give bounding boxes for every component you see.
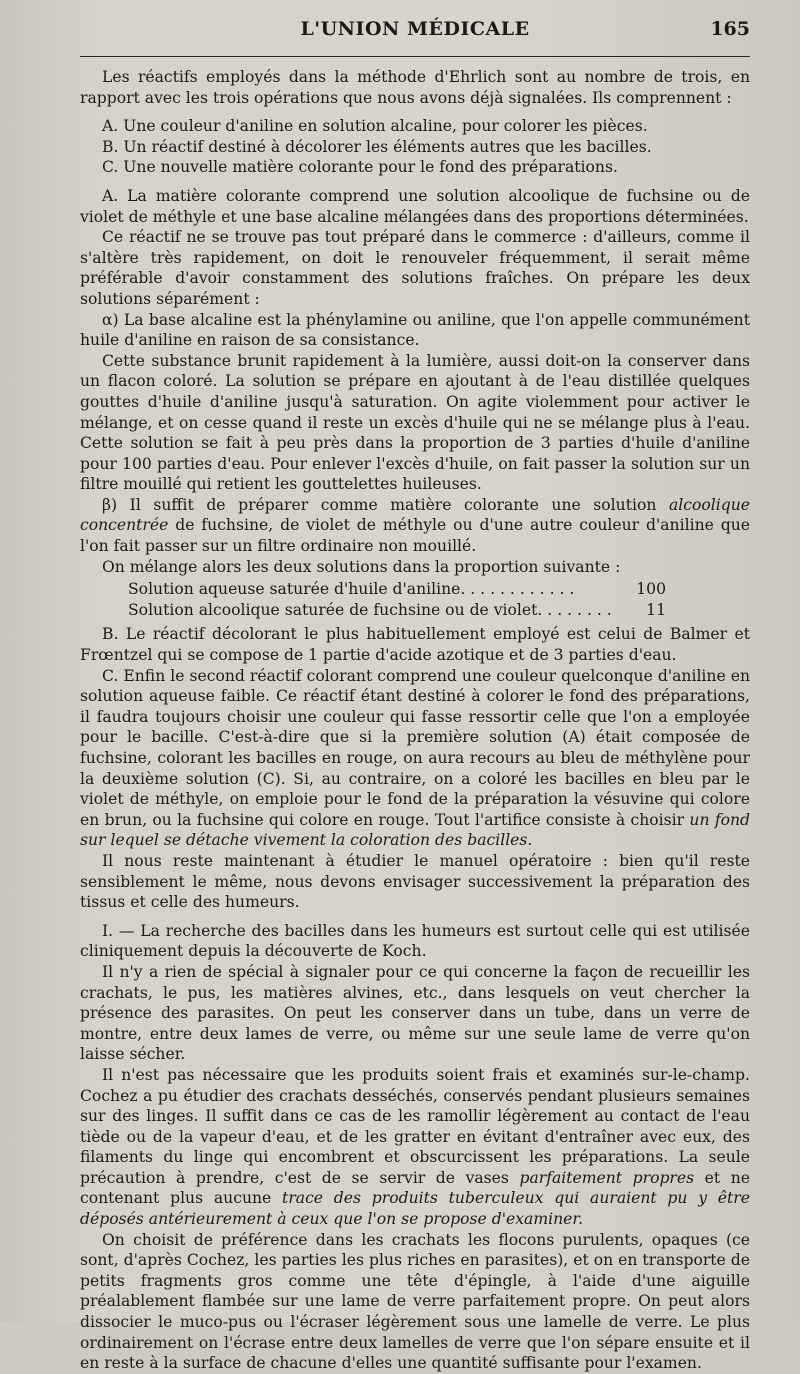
list-item: C. Une nouvelle matière colorante pour le fond des préparations. bbox=[102, 158, 618, 177]
paragraph: Cette substance brunit rapidement à la lumière, aussi doit-on la conserver dans un flacon coloré. La solution se prépare en ajoutant à de l'eau distillée quelques gouttes d'huile d'aniline jusqu'à saturation. On agite violemment pour activer le mélange, et on cesse quand il reste un excès d'huile qui ne se mélange plus à l'eau. Cette solution se fait à peu près dans la proportion de 3 parties d'huile d'aniline pour 100 parties d'eau. Pour enlever l'excès d'huile, on fait passer la solution sur un filtre mouillé qui retient les gouttelettes huileuses. bbox=[80, 351, 750, 494]
list-item: B. Un réactif destiné à décolorer les éléments autres que les bacilles. bbox=[102, 137, 652, 156]
paragraph: A. La matière colorante comprend une solution alcoolique de fuchsine ou de violet de méthyle et une base alcaline mélangées dans des proportions déterminées. bbox=[80, 186, 750, 226]
running-title: L'UNION MÉDICALE bbox=[300, 18, 530, 40]
formula-table bbox=[128, 579, 750, 620]
header-rule bbox=[80, 56, 750, 57]
list-item: A. Une couleur d'aniline en solution alcaline, pour colorer les pièces. bbox=[102, 117, 648, 136]
section-heading-paragraph: I. — La recherche des bacilles dans les humeurs est surtout celle qui est utilisée cliniquement depuis la découverte de Koch. bbox=[80, 921, 750, 961]
paragraph: Ce réactif ne se trouve pas tout préparé dans le commerce : d'ailleurs, comme il s'altère très rapidement, on doit le renouveler fréquemment, il serait même préférable d'avoir constamment des solutions fraîches. On prépare les deux solutions séparément : bbox=[80, 228, 750, 308]
paragraph: C. Enfin le second réactif colorant comprend une couleur quelconque d'aniline en solution aqueuse faible. Ce réactif étant destiné à colorer le fond des préparations, il faudra toujours choisir une couleur qui fasse ressortir celle que l'on a employée pour le bacille. C'est-à-dire que si la première solution (A) était composée de fuchsine, colorant les bacilles en rouge, on aura recours au bleu de méthylène pour la deuxième solution (C). Si, au contraire, on a coloré les bacilles en bleu par le violet de méthyle, on emploie pour le fond de la préparation la vésuvine qui colore en brun, ou la fuchsine qui colore en rouge. Tout l'artifice consiste à choisir un fond sur lequel se détache vivement la coloration des bacilles. bbox=[80, 666, 750, 850]
page-header bbox=[80, 14, 750, 48]
paragraph: Il n'est pas nécessaire que les produits soient frais et examinés sur-le-champ. Cochez a pu étudier des crachats desséchés, conservés pendant plusieurs semaines sur des linges. Il suffit dans ce cas de les ramollir légèrement au contact de l'eau tiède ou de la vapeur d'eau, et de les gratter en évitant d'entraîner avec eux, des filaments du linge qui encombrent et obscurcissent les préparations. La seule précaution à prendre, c'est de se servir de vases parfaitement propres et ne contenant plus aucune trace des produits tuberculeux qui auraient pu y être déposés antérieurement à ceux que l'on se propose d'examiner. bbox=[80, 1065, 750, 1229]
paragraph: Il nous reste maintenant à étudier le manuel opératoire : bien qu'il reste sensiblement le même, nous devons envisager successivement la préparation des tissus et celle des humeurs. bbox=[80, 851, 750, 912]
paragraph: On choisit de préférence dans les crachats les flocons purulents, opaques (ce sont, d'après Cochez, les parties les plus riches en parasites), et on en transporte de petits fragments gros comme une tête d'épingle, à l'aide d'une aiguille préalablement flambée sur une lame de verre parfaitement propre. On peut alors dissocier le muco-pus ou l'écraser légèrement sous une lamelle de verre. Le plus ordinairement on l'écrase entre deux lamelles de verre que l'on sépare ensuite et il en reste à la surface de chacune d'elles une quantité suffisante pour l'examen. bbox=[80, 1230, 750, 1373]
paragraph: B. Le réactif décolorant le plus habituellement employé est celui de Balmer et Frœntzel qui se compose de 1 partie d'acide azotique et de 3 parties d'eau. bbox=[80, 625, 750, 665]
formula-row: Solution aqueuse saturée d'huile d'aniline. . . . . . . . . . . . 100 bbox=[128, 580, 666, 599]
formula-row: Solution alcoolique saturée de fuchsine ou de violet. . . . . . . . 11 bbox=[128, 600, 666, 619]
paragraph: α) La base alcaline est la phénylamine ou aniline, que l'on appelle communément huile d'aniline en raison de sa consistance. bbox=[80, 310, 750, 350]
page-number: 165 bbox=[710, 18, 750, 40]
intro-paragraph: Les réactifs employés dans la méthode d'Ehrlich sont au nombre de trois, en rapport avec les trois opérations que nous avons déjà signalées. Ils comprennent : bbox=[80, 68, 750, 107]
paragraph: On mélange alors les deux solutions dans la proportion suivante : bbox=[102, 557, 621, 576]
reagent-list bbox=[80, 116, 750, 178]
paragraph: β) Il suffit de préparer comme matière colorante une solution alcoolique concentrée de fuchsine, de violet de méthyle ou d'une autre couleur d'aniline que l'on fait passer sur un filtre ordinaire non mouillé. bbox=[80, 495, 750, 556]
article-body bbox=[80, 67, 750, 1374]
paragraph: Il n'y a rien de spécial à signaler pour ce qui concerne la façon de recueillir les crachats, le pus, les matières alvines, etc., dans lesquels on veut chercher la présence des parasites. On peut les conserver dans un tube, dans un verre de montre, entre deux lames de verre, ou même sur une seule lame de verre qu'on laisse sécher. bbox=[80, 962, 750, 1064]
